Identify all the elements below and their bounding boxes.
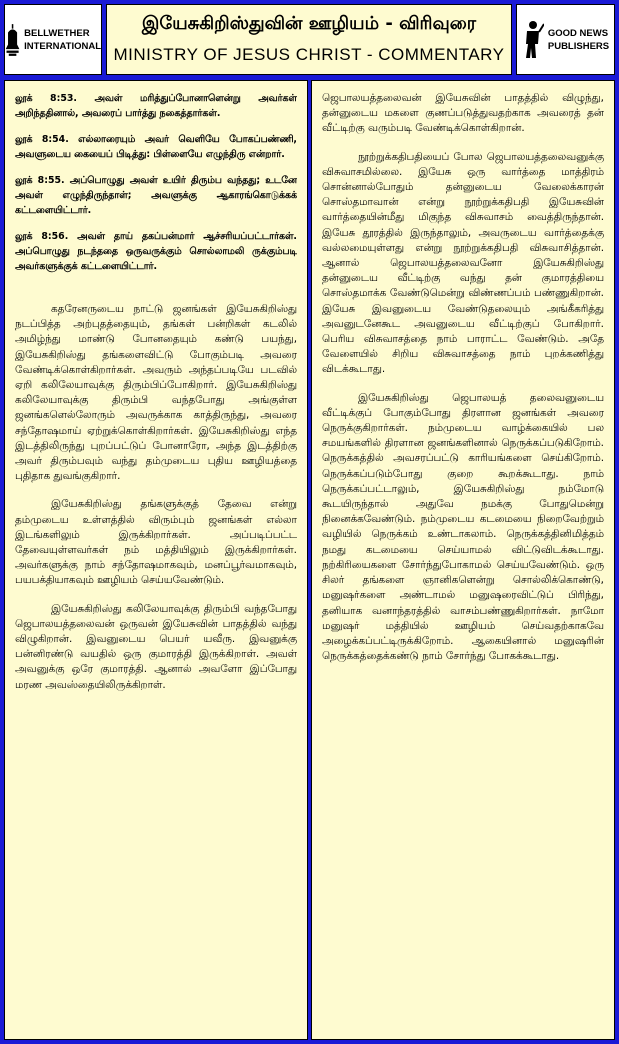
bell-icon	[5, 18, 20, 62]
verse-luke-8-55: லூக் 8:55. அப்பொழுது அவள் உயிர் திரும்ப வந்தது; உடனே அவள் எழுந்திருந்தாள்; அவளுக்கு ஆகாரங்கொடுக்கக் கட்டளையிட்டார்.	[15, 175, 297, 216]
commentary-paragraph: நூற்றுக்கதிபதியைப் போல ஜெபாலயத்தலைவனுக்கு விசுவாசமில்லை. இயேசு ஒரு வார்த்தை மாத்திரம் சொன்னால்போதும் தன்னுடைய வேலைக்காரன் சொஸ்தமாவான் என்று நூற்றுக்கதிபதி இயேசுவின் வார்த்தையின்மீது மிகுந்த விசுவாசம் வைத்திருந்தான். இயேசு தூரத்தில் இருந்தாலும், அவருடைய வார்த்தைக்கு வல்லமையுள்ளது என்று நூற்றுக்கதிபதி விசுவாசித்தான். ஆனால் ஜெபாலயத்தலைவனோ இயேசுகிறிஸ்து தன்னுடைய வீட்டிற்கு வந்து தன் குமாரத்தியை சொஸ்தமாக்க வேண்டுமென்று விண்ணப்பம் பண்ணுகிறான். இயேசு இவனுடைய வேண்டுதலையும் அங்கீகரித்து அவனுடனேகூட அவனுடைய வீட்டிற்குப் போகிறார். பெரிய விசுவாசத்தை நாம் பாராட்ட வேண்டும். அதே வேளையில் சிறிய விசுவாசத்தை நாம் புறக்கணித்து விடக்கூடாது.	[322, 150, 604, 376]
publisher-line-2: PUBLISHERS	[547, 40, 610, 52]
commentary-paragraph: கதரேனருடைய நாட்டு ஜனங்கள் இயேசுகிறிஸ்து நடப்பித்த அற்புதத்தையும், தங்கள் பன்றிகள் கடலில் அமிழ்ந்து மாண்டு போனதையும் கண்டு பயந்து, இயேசுகிறிஸ்து தங்களைவிட்டு போகும்படி அவரை வேண்டிக்கொள்கிறார்கள். அவரும் அந்தப்படியே படவில் ஏறி கலிலேயாவுக்கு திரும்பிப்போகிறார். இயேசுகிறிஸ்து கலிலேயாவுக்கு திரும்பி வந்தபோது அங்குள்ள ஜனங்களெல்லோரும் அவருக்காக காத்திருந்து, அவரை சந்தோஷமாய் ஏற்றுக்கொள்கிறார்கள். இயேசுகிறிஸ்து எந்த இடத்திலிருந்து புறப்பட்டுப் போனாரோ, அந்த இடத்திற்கு அவர் திரும்பவும் வந்து தம்முடைய புதிய ஊழியத்தை புதிதாக துவங்குகிறார்.	[15, 303, 297, 483]
commentary-paragraph: இயேசுகிறிஸ்து கலிலேயாவுக்கு திரும்பி வந்தபோது ஜெபாலயத்தலைவன் ஒருவன் இயேசுவின் பாதத்தில் வந்து விழுகிறான். இவனுடைய பெயர் யவீரு. இவனுக்கு பன்னிரண்டு வயதில் ஒரு குமாரத்தி இருக்கிறாள். அவள் அவனுக்கு ஒரே குமாரத்தி. ஆனால் அவளோ இப்போது மரண அவஸ்தையிலிருக்கிறாள்.	[15, 602, 297, 691]
verse-luke-8-56: லூக் 8:56. அவள் தாய் தகப்பன்மார் ஆச்சரியப்பட்டார்கள். அப்பொழுது நடந்ததை ஒருவருக்கும் சொல்லாமலி ருக்கும்படி அவர்களுக்குக் கட்டளையிட்டார்.	[15, 231, 297, 272]
publisher-line-1: GOOD NEWS	[547, 27, 609, 39]
logo-line-2: INTERNATIONAL	[24, 40, 101, 52]
bellwether-logo	[4, 4, 102, 75]
commentary-paragraph: இயேசுகிறிஸ்து ஜெபாலயத் தலைவனுடைய வீட்டிக்குப் போகும்போது திரளான ஜனங்கள் அவரை நெருக்குகிறார்கள். நம்முடைய வாழ்க்கையில் பல சமயங்களில் திரளான ஜனங்களினால் நெருக்கப்படுகிறோம். நெருக்கத்தில் அவசரப்பட்டு காரியங்களை செய்கிறோம். நெருக்கப்படும்போது குறை கூறக்கூடாது. நாம் நெருக்கப்பட்டாலும், இயேசுகிறிஸ்து நம்மோடு கூடயிருந்தால் அதுவே நமக்கு போதுமென்று நினைக்கவேண்டும். நம்முடைய கடமையை நிறைவேற்றும் வழியில் நெருக்கம் உண்டாகலாம். நெருக்கத்தினிமித்தம் நமது கடமையை செய்யாமல் விட்டுவிடக்கூடாது. நற்கிரியைகளை சோர்ந்துபோகாமல் செய்யவேண்டும். ஒரு சிலர் தங்களை ஞானிகளென்று சொல்லிக்கொண்டு, மனுஷர்களை அண்டாமல் மனுஷரைவிட்டுப் பிரிந்து, தனியாக வனாந்தரத்தில் வாசம்பண்ணுகிறார்கள். நாமோ மனுஷர் மத்தியில் ஊழியம் செய்வதற்காகவே அழைக்கப்பட்டிருக்கிறோம். ஆகையினால் மனுஷரின் நெருக்கத்தைக்கண்டு நாம் சோர்ந்து போகக்கூடாது.	[322, 391, 604, 663]
commentary-paragraph: இயேசுகிறிஸ்து தங்களுக்குத் தேவை என்று தம்முடைய உள்ளத்தில் விரும்பும் ஜனங்கள் எல்லா இடங்களிலும் இருக்கிறார்கள். அப்படிப்பட்ட தேவையுள்ளவர்கள் நம் மத்தியிலும் இருக்கிறார்கள். அவர்களுக்கு நாம் சந்தோஷமாகவும், மனப்பூர்வமாகவும், பயபக்தியாகவும் ஊழியம் செய்யவேண்டும்.	[15, 498, 297, 587]
right-column	[311, 80, 615, 1040]
good-news-publishers-logo	[516, 4, 615, 75]
page-title-english: MINISTRY OF JESUS CHRIST - COMMENTARY	[113, 45, 505, 64]
verse-luke-8-53: லூக் 8:53. அவள் மரித்துப்போனாளென்று அவர்கள் அறிந்ததினால், அவரைப் பார்த்து நகைத்தார்கள்.	[15, 93, 297, 119]
verse-luke-8-54: லூக் 8:54. எல்லாரையும் அவர் வெளியே போகப்பண்ணி, அவளுடைய கையைப் பிடித்து: பிள்ளையே எழுந்திரு என்றார்.	[15, 134, 297, 160]
messenger-figure-icon	[522, 20, 544, 60]
commentary-paragraph: ஜெபாலயத்தலைவன் இயேசுவின் பாதத்தில் விழுந்து, தன்னுடைய மகளை குணப்படுத்துவதற்காக அவரைத் தன் வீட்டிற்கு வரும்படி வேண்டிக்கொள்கிறான்.	[322, 92, 604, 135]
logo-line-1: BELLWETHER	[24, 27, 90, 39]
page-title-tamil: இயேசுகிறிஸ்துவின் ஊழியம் - விரிவுரை	[141, 13, 477, 34]
left-column	[4, 80, 308, 1040]
page-header	[106, 4, 512, 75]
